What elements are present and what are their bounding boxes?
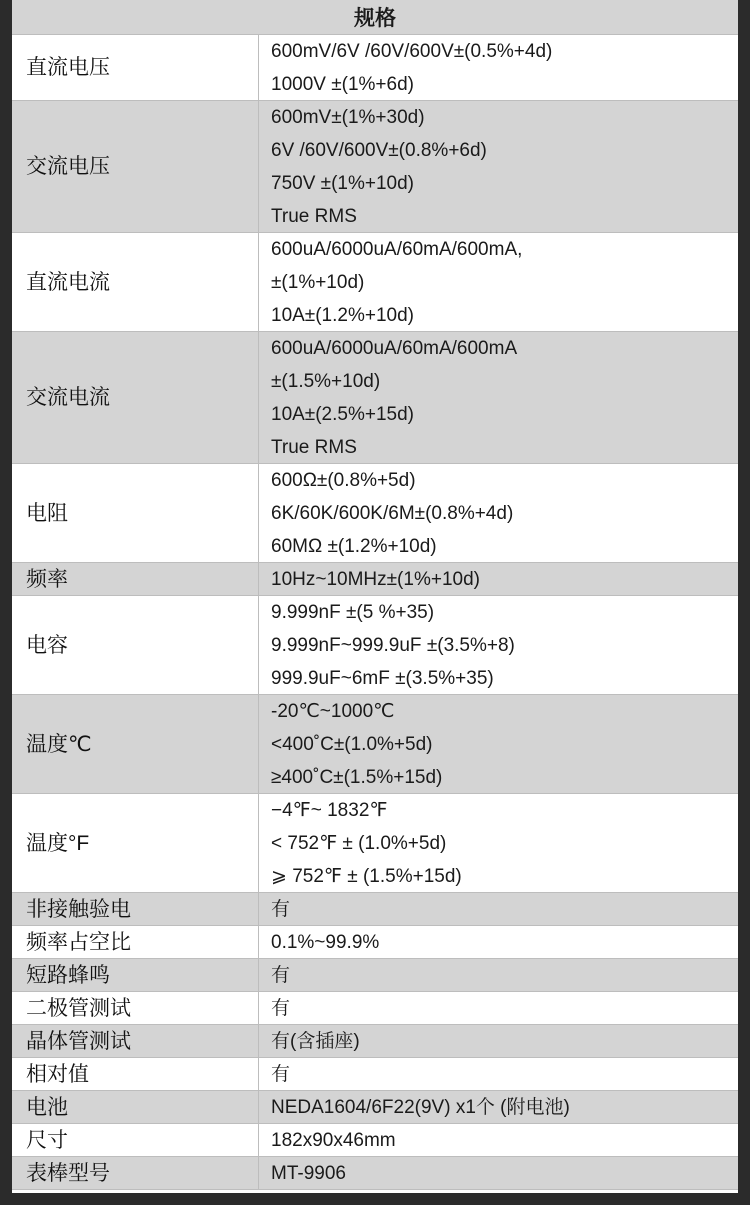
spec-label: 电阻 [26, 501, 68, 525]
spec-value-line: 10Hz~10MHz±(1%+10d) [271, 568, 480, 590]
spec-row [12, 35, 738, 101]
spec-value-line: 0.1%~99.9% [271, 931, 380, 953]
spec-value-line: 600uA/6000uA/60mA/600mA, [271, 238, 523, 260]
spec-value-line: ±(1.5%+10d) [271, 370, 381, 392]
spec-label: 温度°F [26, 831, 90, 855]
spec-value-line: 9.999nF~999.9uF ±(3.5%+8) [271, 634, 515, 656]
spec-values [258, 959, 738, 991]
spec-values [258, 1091, 738, 1123]
spec-label: 晶体管测试 [26, 1029, 131, 1053]
spec-row [12, 695, 738, 794]
spec-row [12, 1091, 738, 1124]
spec-row [12, 101, 738, 233]
spec-row [12, 233, 738, 332]
spec-label: 电池 [26, 1095, 68, 1119]
spec-values [258, 563, 738, 595]
spec-value-line: MT-9906 [271, 1162, 346, 1184]
spec-values [258, 332, 738, 463]
spec-value-line: 600mV/6V /60V/600V±(0.5%+4d) [271, 40, 553, 62]
spec-value-line: True RMS [271, 205, 357, 227]
spec-values [258, 926, 738, 958]
spec-label: 直流电流 [26, 270, 110, 294]
spec-value-line: 999.9uF~6mF ±(3.5%+35) [271, 667, 494, 689]
spec-row [12, 992, 738, 1025]
spec-value-line: 600Ω±(0.8%+5d) [271, 469, 416, 491]
spec-values [258, 794, 738, 892]
spec-label: 表棒型号 [26, 1161, 110, 1185]
spec-values [258, 1058, 738, 1090]
spec-value-line: 10A±(2.5%+15d) [271, 403, 414, 425]
spec-row [12, 893, 738, 926]
spec-row [12, 926, 738, 959]
spec-label: 交流电流 [26, 386, 110, 409]
spec-value-line: < 752℉ ± (1.0%+5d) [271, 832, 447, 854]
spec-label: 二极管测试 [26, 996, 131, 1020]
spec-values [258, 464, 738, 562]
spec-values [258, 893, 738, 925]
spec-row [12, 959, 738, 992]
spec-values [258, 1025, 738, 1057]
spec-value-line: −4℉~ 1832℉ [271, 799, 388, 821]
spec-table [12, 0, 738, 1193]
spec-rows [12, 35, 738, 1190]
spec-value-line: 有 [271, 997, 291, 1019]
spec-value-line: -20℃~1000℃ [271, 700, 395, 722]
spec-value-line: <400˚C±(1.0%+5d) [271, 733, 433, 755]
spec-label: 相对值 [26, 1062, 89, 1086]
spec-value-line: 600uA/6000uA/60mA/600mA [271, 337, 518, 359]
spec-row [12, 1124, 738, 1157]
spec-row [12, 596, 738, 695]
spec-values [258, 101, 738, 232]
spec-row [12, 332, 738, 464]
spec-value-line: NEDA1604/6F22(9V) x1个 (附电池) [271, 1096, 570, 1118]
spec-value-line: 1000V ±(1%+6d) [271, 73, 414, 95]
spec-value-line: 182x90x46mm [271, 1129, 396, 1151]
spec-row [12, 563, 738, 596]
spec-value-line: 600mV±(1%+30d) [271, 106, 425, 128]
spec-value-line: ±(1%+10d) [271, 271, 365, 293]
spec-row [12, 464, 738, 563]
spec-label: 频率 [26, 567, 68, 591]
spec-value-line: ⩾ 752℉ ± (1.5%+15d) [271, 865, 462, 887]
spec-label: 温度℃ [26, 732, 92, 756]
spec-value-line: 有 [271, 1063, 291, 1085]
spec-value-line: 10A±(1.2%+10d) [271, 304, 414, 326]
spec-value-line: 有 [271, 964, 291, 986]
spec-values [258, 695, 738, 793]
spec-value-line: 750V ±(1%+10d) [271, 172, 414, 194]
spec-values [258, 233, 738, 331]
spec-value-line: 6K/60K/600K/6M±(0.8%+4d) [271, 502, 514, 524]
spec-row [12, 1157, 738, 1190]
spec-values [258, 1124, 738, 1156]
spec-label: 尺寸 [26, 1128, 68, 1152]
spec-label: 短路蜂鸣 [26, 963, 110, 987]
spec-value-line: 有(含插座) [271, 1030, 360, 1052]
spec-label: 非接触验电 [26, 897, 131, 921]
spec-row [12, 794, 738, 893]
spec-values [258, 596, 738, 694]
spec-row [12, 1025, 738, 1058]
spec-label: 直流电压 [26, 56, 110, 79]
spec-values [258, 1157, 738, 1189]
spec-label: 频率占空比 [26, 930, 131, 954]
table-title: 规格 [12, 0, 738, 35]
spec-value-line: 9.999nF ±(5 %+35) [271, 601, 435, 623]
spec-label: 电容 [26, 633, 68, 657]
spec-value-line: 60MΩ ±(1.2%+10d) [271, 535, 437, 557]
spec-value-line: 6V /60V/600V±(0.8%+6d) [271, 139, 487, 161]
spec-values [258, 992, 738, 1024]
spec-value-line: 有 [271, 898, 291, 920]
spec-value-line: True RMS [271, 436, 357, 458]
spec-values [258, 35, 738, 100]
spec-value-line: ≥400˚C±(1.5%+15d) [271, 766, 443, 788]
spec-label: 交流电压 [26, 155, 110, 178]
spec-row [12, 1058, 738, 1091]
